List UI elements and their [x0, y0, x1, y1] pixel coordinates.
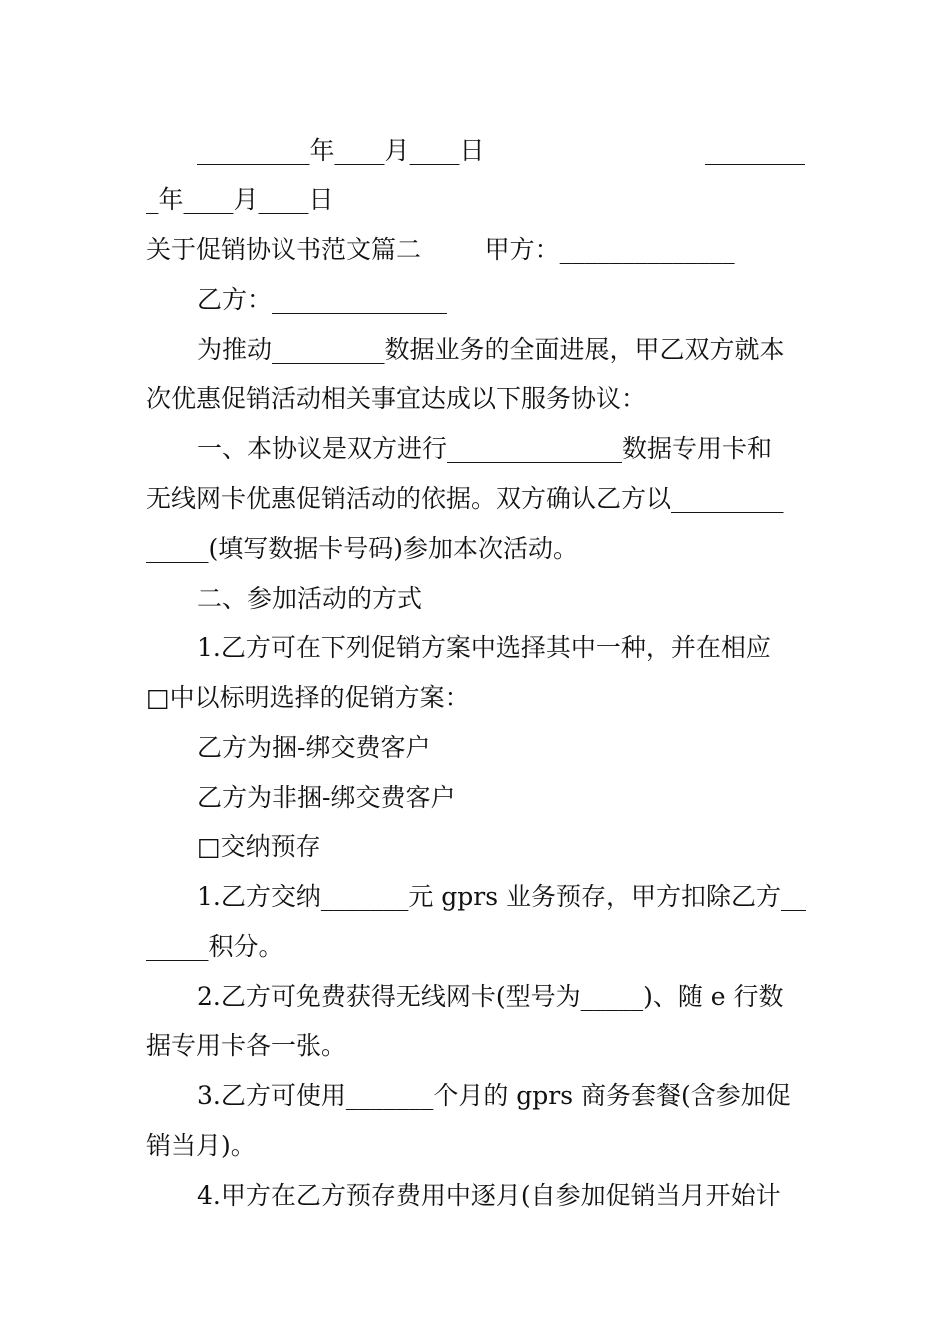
- paragraph-line: 一、本协议是双方进行______________数据专用卡和: [197, 434, 773, 463]
- option-line: 乙方为捆-绑交费客户: [197, 733, 431, 762]
- option-line: 乙方为非捆-绑交费客户: [197, 783, 456, 812]
- section-title: 关于促销协议书范文篇二 甲方：______________: [146, 235, 735, 264]
- date-line-2: _年____月____日: [146, 185, 334, 214]
- paragraph-line: 2.乙方可免费获得无线网卡(型号为_____)、随 e 行数: [197, 982, 784, 1011]
- party-b-line: 乙方：______________: [197, 285, 448, 314]
- paragraph-line: 次优惠促销活动相关事宜达成以下服务协议：: [146, 384, 647, 413]
- paragraph-line: 4.甲方在乙方预存费用中逐月(自参加促销当月开始计: [197, 1181, 781, 1210]
- paragraph-line: 据专用卡各一张。: [146, 1031, 347, 1060]
- date-blank-right: ________: [705, 136, 805, 165]
- paragraph-line: _____积分。: [146, 932, 284, 961]
- paragraph-line: 为推动_________数据业务的全面进展，甲乙双方就本: [197, 335, 785, 364]
- date-line-1: _________年____月____日: [197, 136, 485, 165]
- paragraph-line: 3.乙方可使用_______个月的 gprs 商务套餐(含参加促: [197, 1081, 791, 1110]
- paragraph-line: 1.乙方交纳_______元 gprs 业务预存，甲方扣除乙方__: [197, 882, 807, 911]
- section-heading: 二、参加活动的方式: [197, 584, 423, 613]
- option-line: □交纳预存: [197, 832, 321, 861]
- paragraph-line: 1.乙方可在下列促销方案中选择其中一种，并在相应: [197, 633, 771, 662]
- paragraph-line: _____(填写数据卡号码)参加本次活动。: [146, 534, 579, 563]
- paragraph-line: 销当月)。: [146, 1131, 256, 1160]
- paragraph-line: □中以标明选择的促销方案：: [146, 683, 470, 712]
- paragraph-line: 无线网卡优惠促销活动的依据。双方确认乙方以_________: [146, 484, 784, 513]
